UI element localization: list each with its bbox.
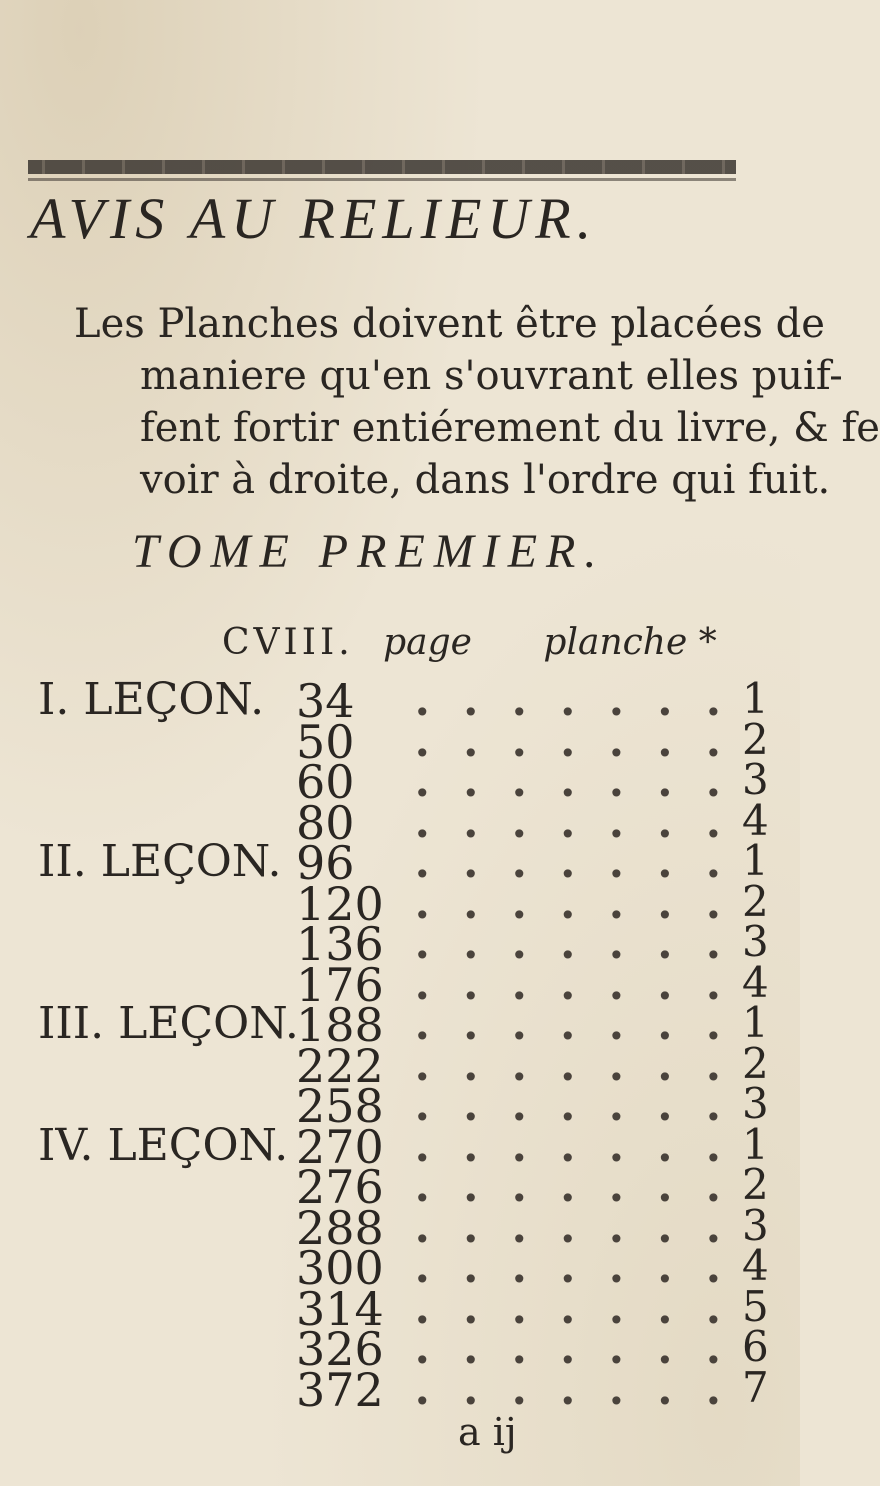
catchword: a ij xyxy=(458,1410,517,1454)
plate-number: 2 xyxy=(742,876,769,926)
lecon-label: IV. LEÇON. xyxy=(38,1119,289,1171)
plate-number: 1 xyxy=(742,1119,769,1169)
ornamental-rule xyxy=(28,160,736,174)
page-number: 276 xyxy=(296,1160,384,1214)
plate-number: 5 xyxy=(742,1281,769,1331)
page-number: 188 xyxy=(296,998,384,1052)
page-number: 372 xyxy=(296,1362,384,1417)
lecon-label: III. LEÇON. xyxy=(38,998,299,1049)
dot-leader: ••••••• xyxy=(414,1303,754,1337)
dot-leader: ••••••• xyxy=(414,1222,754,1256)
page-number: 176 xyxy=(296,957,384,1012)
page-number: 222 xyxy=(296,1038,384,1093)
plate-number: 3 xyxy=(742,917,769,966)
dot-leader: ••••••• xyxy=(414,736,754,770)
page-number: 120 xyxy=(296,876,384,931)
plate-number: 2 xyxy=(742,1160,769,1209)
plate-number: 1 xyxy=(742,836,769,885)
paragraph-line: Les Planches doivent être placées de xyxy=(74,301,825,347)
plate-number: 3 xyxy=(742,1079,769,1128)
dot-leader: ••••••• xyxy=(414,1020,754,1053)
page-number: 258 xyxy=(296,1079,384,1133)
paragraph-line: maniere qu'en s'ouvrant elles puif- xyxy=(140,353,843,399)
dot-leader: ••••••• xyxy=(414,696,754,729)
plate-number: 4 xyxy=(742,1241,769,1290)
plate-number: 4 xyxy=(742,795,769,845)
volume-title: TOME PREMIER. xyxy=(132,525,606,578)
plate-number: 7 xyxy=(742,1362,769,1412)
plate-number: 3 xyxy=(742,1200,769,1250)
dot-leader: ••••••• xyxy=(414,1344,754,1377)
lecon-label: II. LEÇON. xyxy=(38,836,282,887)
plate-number: 6 xyxy=(742,1322,769,1371)
page-number: 136 xyxy=(296,917,384,971)
page-number: 300 xyxy=(296,1241,384,1295)
plate-number: 3 xyxy=(742,755,769,804)
dot-leader: ••••••• xyxy=(414,1263,754,1296)
plate-number: 2 xyxy=(742,714,769,764)
page-number: 270 xyxy=(296,1119,384,1174)
page-number: 60 xyxy=(296,755,355,809)
column-header xyxy=(222,622,717,663)
lecon-label: I. LEÇON. xyxy=(38,674,265,725)
dot-leader: ••••••• xyxy=(414,817,754,851)
page-heading: AVIS AU RELIEUR. xyxy=(30,186,598,251)
page-number: 326 xyxy=(296,1322,384,1376)
plate-number: 1 xyxy=(742,674,769,723)
dot-leader: ••••••• xyxy=(414,898,754,932)
page-number: 314 xyxy=(296,1281,384,1336)
dot-leader: ••••••• xyxy=(414,1182,754,1215)
paragraph-line: fent fortir entiérement du livre, & fe xyxy=(140,405,880,451)
paragraph-line: voir à droite, dans l'ordre qui fuit. xyxy=(140,457,831,503)
plate-number: 1 xyxy=(742,998,769,1047)
dot-leader: ••••••• xyxy=(414,777,754,810)
plate-column-label: planche * xyxy=(543,622,717,663)
dot-leader: ••••••• xyxy=(414,1384,754,1418)
dot-leader: ••••••• xyxy=(414,1060,754,1094)
page-number: 288 xyxy=(296,1200,384,1255)
page-number: 34 xyxy=(296,674,355,728)
page-number: 96 xyxy=(296,836,355,890)
page-number: 50 xyxy=(296,714,355,769)
page-column-label: page xyxy=(383,622,472,663)
ornamental-rule-underline xyxy=(28,178,736,181)
plate-number: 4 xyxy=(742,957,769,1007)
dot-leader: ••••••• xyxy=(414,1101,754,1134)
dot-leader: ••••••• xyxy=(414,858,754,891)
page-number: 80 xyxy=(296,795,355,850)
dot-leader: ••••••• xyxy=(414,979,754,1013)
dot-leader: ••••••• xyxy=(414,939,754,972)
instruction-paragraph xyxy=(74,298,880,506)
section-number: CVIII. xyxy=(222,622,354,663)
plate-number: 2 xyxy=(742,1038,769,1088)
dot-leader: ••••••• xyxy=(414,1141,754,1175)
table-row xyxy=(0,1363,800,1419)
